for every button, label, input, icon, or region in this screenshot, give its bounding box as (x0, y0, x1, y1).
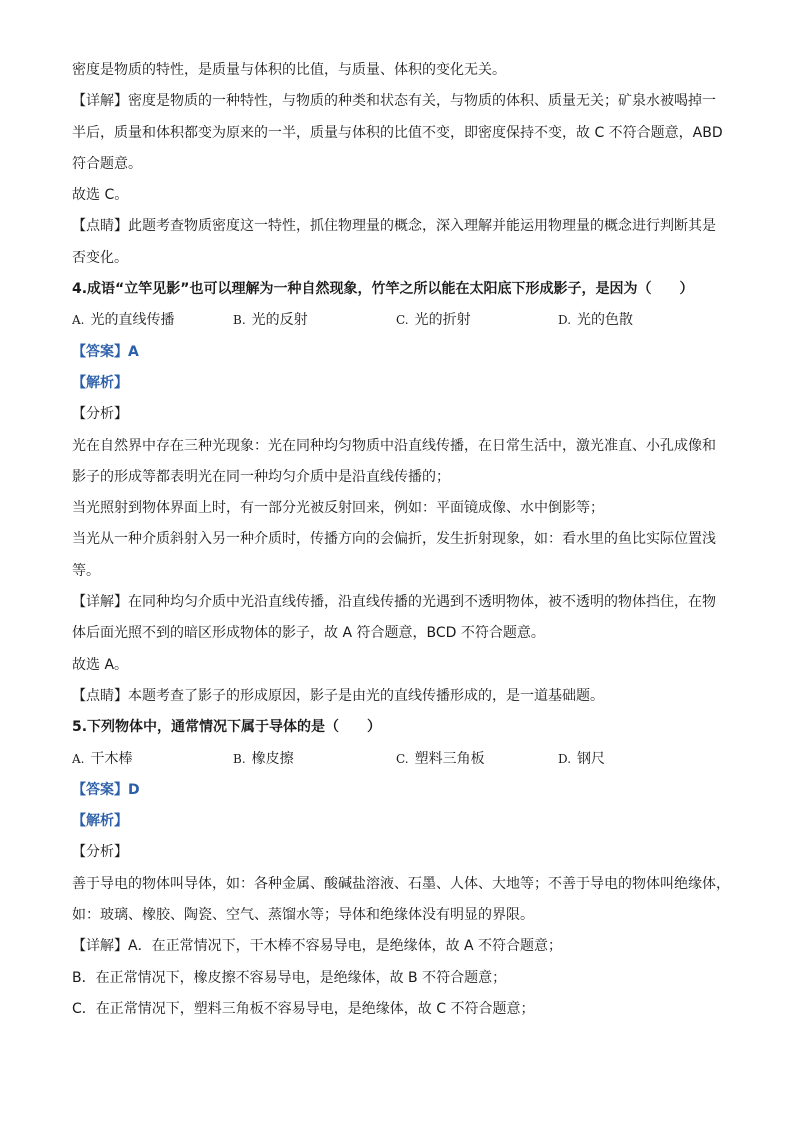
comment-tag: 【点睛】 (72, 687, 128, 704)
option-d: D. 光的色散 (558, 312, 634, 329)
text-line (72, 154, 732, 174)
paragraph-text: 符合题意。 (72, 155, 142, 172)
text-line: 【点睛】本题考查了影子的形成原因，影子是由光的直线传播形成的，是一道基础题。 (72, 687, 604, 704)
detail-tag: 【详解】 (72, 938, 128, 955)
text-line: 故选 A。 (72, 656, 129, 673)
detail-tag: 【详解】 (72, 594, 128, 611)
option-c: C. 光的折射 (396, 312, 471, 329)
answer-tag: 【答案】 (72, 781, 128, 798)
text-line (72, 60, 732, 80)
text-line: 【详解】在同种均匀介质中光沿直线传播，沿直线传播的光遇到不透明物体，被不透明的物体挡住，在物 (72, 594, 716, 611)
text-line: 善于导电的物体叫导体，如：各种金属、酸碱盐溶液、石墨、人体、大地等；不善于导电的物体叫绝缘体， (72, 875, 730, 892)
comment-tag: 【点睛】 (72, 218, 128, 235)
text-line (72, 185, 732, 205)
text-line (72, 248, 732, 268)
question-text: 4.成语“立竿见影”也可以理解为一种自然现象，竹竿之所以能在太阳底下形成影子，是因为（ ） (72, 281, 694, 298)
question-5-options (72, 749, 732, 769)
text-line (72, 123, 732, 143)
detail-tag: 【详解】 (72, 93, 128, 110)
option-a: A. 干木棒 (72, 750, 133, 767)
analysis-heading: 【解析】 (72, 374, 128, 391)
question-4-options (72, 310, 732, 330)
question-4-stem (72, 279, 732, 299)
analysis-subheading: 【分析】 (72, 844, 128, 861)
text-line: 体后面光照不到的暗区形成物体的影子，故 A 符合题意，BCD 不符合题意。 (72, 625, 545, 642)
text-line: 【详解】A．在正常情况下，干木棒不容易导电，是绝缘体，故 A 不符合题意； (72, 938, 563, 955)
paragraph-text: 半后，质量和体积都变为原来的一半，质量与体积的比值不变，即密度保持不变，故 C 不符合题意，ABD (72, 124, 723, 141)
answer-tag: 【答案】 (72, 343, 128, 360)
text-line (72, 91, 732, 111)
paragraph-text: 否变化。 (72, 249, 128, 266)
paragraph-text: 故选 C。 (72, 187, 129, 204)
paragraph-text: 密度是物质的特性，是质量与体积的比值，与质量、体积的变化无关。 (72, 62, 506, 78)
text-line: 影子的形成等都表明光在同一种均匀介质中是沿直线传播的； (72, 468, 450, 485)
text-line: 等。 (72, 562, 100, 579)
text-line: 如：玻璃、橡胶、陶瓷、空气、蒸馏水等；导体和绝缘体没有明显的界限。 (72, 907, 534, 924)
answer-line (72, 780, 732, 800)
analysis-subheading: 【分析】 (72, 406, 128, 423)
option-c: C. 塑料三角板 (396, 750, 485, 767)
answer-value: D (128, 781, 140, 798)
question-5-stem (72, 717, 732, 737)
answer-line (72, 342, 732, 362)
analysis-heading: 【解析】 (72, 813, 128, 830)
text-line: 当光照射到物体界面上时，有一部分光被反射回来，例如：平面镜成像、水中倒影等； (72, 500, 604, 517)
answer-value: A (128, 343, 139, 360)
option-b: B. 光的反射 (233, 312, 308, 329)
text-line: B．在正常情况下，橡皮擦不容易导电，是绝缘体，故 B 不符合题意； (72, 969, 507, 986)
option-a: A. 光的直线传播 (72, 312, 175, 329)
paragraph-text: 此题考查物质密度这一特性，抓住物理量的概念，深入理解并能运用物理量的概念进行判断其是 (128, 218, 716, 235)
option-d: D. 钢尺 (558, 750, 606, 767)
text-line: C．在正常情况下，塑料三角板不容易导电，是绝缘体，故 C 不符合题意； (72, 1000, 535, 1017)
paragraph-text: 密度是物质的一种特性，与物质的种类和状态有关，与物质的体积、质量无关；矿泉水被喝掉一 (128, 93, 716, 110)
option-b: B. 橡皮擦 (233, 750, 294, 767)
text-line: 光在自然界中存在三种光现象：光在同种均匀物质中沿直线传播，在日常生活中，激光准直、小孔成像和 (72, 437, 716, 454)
text-line: 当光从一种介质斜射入另一种介质时，传播方向的会偏折，发生折射现象，如：看水里的鱼比实际位置浅 (72, 531, 716, 548)
text-line (72, 216, 732, 236)
question-text: 5.下列物体中，通常情况下属于导体的是（ ） (72, 719, 382, 736)
document-page (72, 60, 732, 1030)
